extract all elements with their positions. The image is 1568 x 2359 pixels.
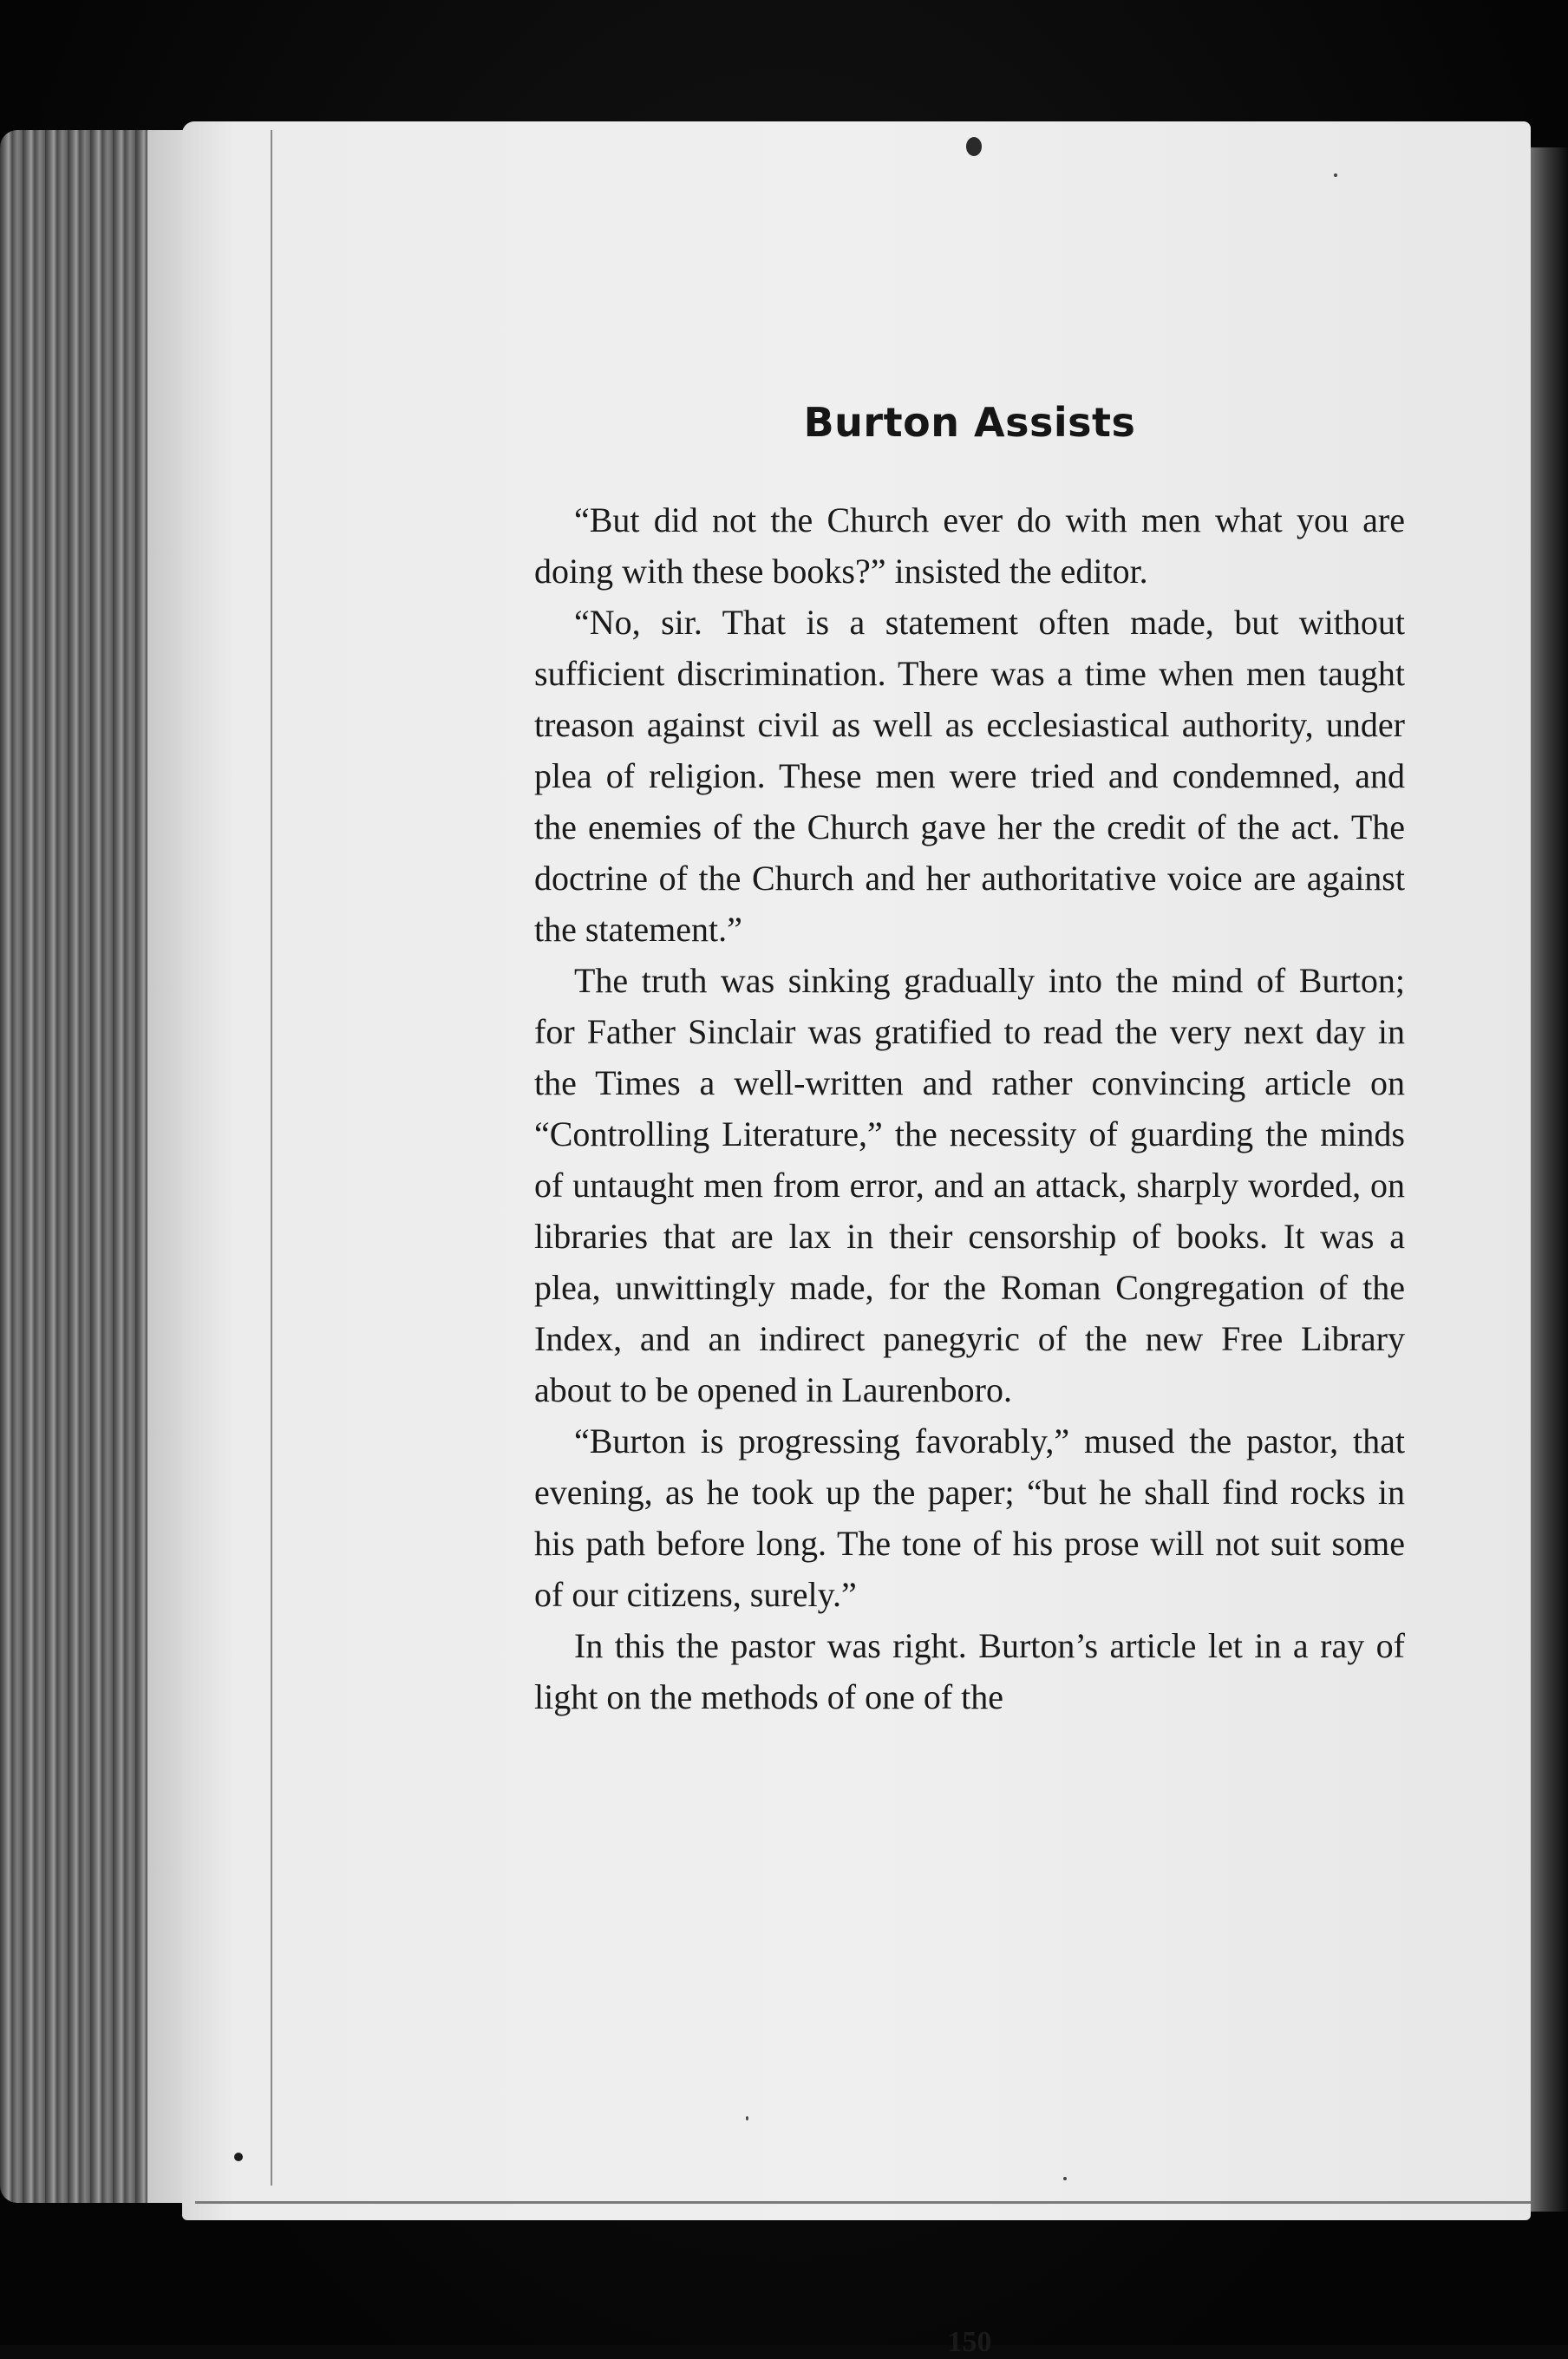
body-text [534, 494, 1405, 1722]
page-speck [234, 2153, 243, 2161]
paragraph: The truth was sinking gradually into the mind of Burton; for Father Sinclair was gratified to read the very next day in the Times a well-written and rather convincing article on “Controlling Literature,” the necessity of guarding the minds of untaught men from error, and an attack, sharply worded, on libraries that are lax in their censorship of books. It was a plea, unwittingly made, for the Roman Congregation of the Index, and an indirect panegyric of the new Free Library about to be opened in Laurenboro. [534, 961, 1405, 1409]
paragraph: “Burton is progressing favorably,” mused the pastor, that evening, as he took up the paper; “but he shall find rocks in his path before long. The tone of his prose will not suit some of our citizens, surely.” [534, 1421, 1405, 1614]
paragraph: “But did not the Church ever do with men what you are doing with these books?” insisted the editor. [534, 500, 1405, 591]
page-number: 150 [947, 2326, 992, 2358]
page-speck [746, 2116, 748, 2120]
page-speck [1063, 2177, 1067, 2180]
running-head: Burton Assists [803, 399, 1136, 446]
page-gutter-line [271, 130, 272, 2186]
paragraph: “No, sir. That is a statement often made, but without sufficient discrimination. There was a time when men taught treason against civil as well as ecclesiastical authority, under plea of religion. These men were tried and condemned, and the enemies of the Church gave her the credit of the act. The doctrine of the Church and her authoritative voice are against the statement.” [534, 603, 1405, 949]
paragraph: In this the pastor was right. Burton’s article let in a ray of light on the methods of one of the [534, 1626, 1405, 1716]
page-bottom-edge [195, 2201, 1531, 2204]
binding-thread-mark [966, 137, 982, 156]
page-speck [1334, 173, 1337, 177]
